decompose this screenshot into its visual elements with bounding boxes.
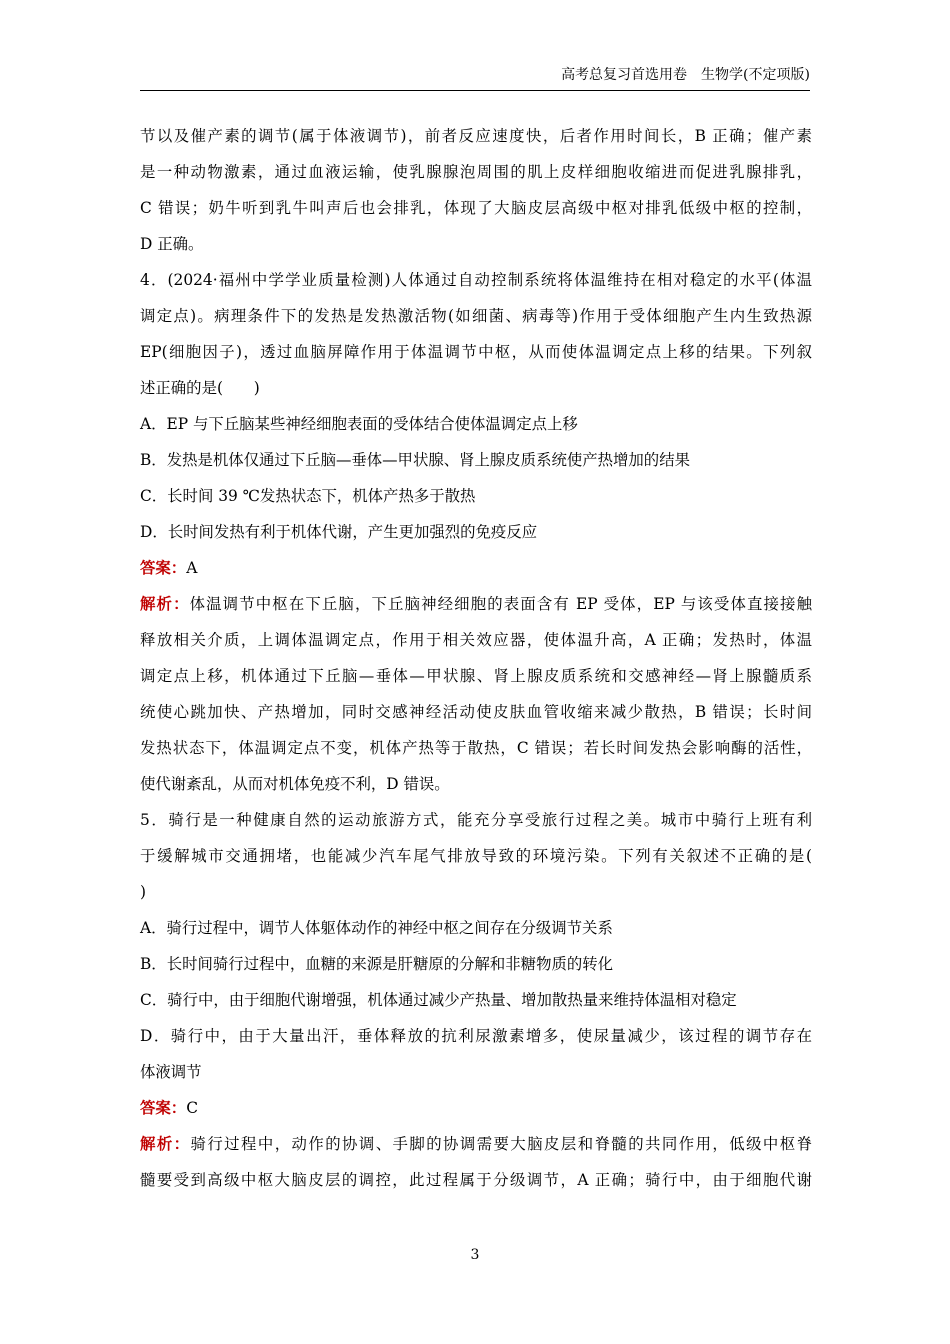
question-5-option-b: B．长时间骑行过程中，血糖的来源是肝糖原的分解和非糖物质的转化 [140,955,614,973]
question-4-stem-line: EP(细胞因子)，透过血脑屏障作用于体温调节中枢，从而使体温调定点上移的结果。下列叙 [140,343,812,361]
question-5-option-c: C．骑行中，由于细胞代谢增强，机体通过减少产热量、增加散热量来维持体温相对稳定 [140,991,737,1009]
question-5-option-a: A．骑行过程中，调节人体躯体动作的神经中枢之间存在分级调节关系 [140,919,613,937]
question-5-stem-line: ) [140,883,147,901]
text-line: C 错误；奶牛听到乳牛叫声后也会排乳，体现了大脑皮层高级中枢对排乳低级中枢的控制， [140,199,812,217]
page-header [140,64,810,91]
question-4-answer [140,550,812,586]
question-4-stem-line: 述正确的是( ) [140,379,260,397]
question-4-option-c: C．长时间 39 ℃发热状态下，机体产热多于散热 [140,487,476,505]
question-5-option-d: D．骑行中，由于大量出汗，垂体释放的抗利尿激素增多，使尿量减少，该过程的调节存在 [140,1027,812,1045]
question-4-explanation-line: 使代谢紊乱，从而对机体免疫不利，D 错误。 [140,775,450,793]
question-4-explanation-line: 调定点上移，机体通过下丘脑—垂体—甲状腺、肾上腺皮质系统和交感神经—肾上腺髓质系 [140,667,812,685]
explanation-label: 解析： [140,595,190,613]
question-4-stem-line: 4．(2024·福州中学学业质量检测)人体通过自动控制系统将体温维持在相对稳定的水平(体温 [140,271,812,289]
text-line: D 正确。 [140,235,204,253]
question-5-answer [140,1090,812,1126]
document-body [140,118,812,1198]
text-line: 是一种动物激素，通过血液运输，使乳腺腺泡周围的肌上皮样细胞收缩进而促进乳腺排乳， [140,163,812,181]
page-number: 3 [470,1247,480,1263]
explanation-label: 解析： [140,1135,191,1153]
question-4-explanation-line: 释放相关介质，上调体温调定点，作用于相关效应器，使体温升高，A 正确；发热时，体温 [140,631,812,649]
explanation-text: 体温调节中枢在下丘脑，下丘脑神经细胞的表面含有 EP 受体，EP 与该受体直接接触 [189,595,812,613]
header-text: 高考总复习首选用卷 生物学(不定项版) [561,67,810,83]
question-4-option-d: D．长时间发热有利于机体代谢，产生更加强烈的免疫反应 [140,523,538,541]
question-5-option-d-continued: 体液调节 [140,1063,202,1081]
text-line: 节以及催产素的调节(属于体液调节)，前者反应速度快，后者作用时间长，B 正确；催产素 [140,127,812,145]
answer-value: A [186,559,198,577]
question-5-explanation-line: 髓要受到高级中枢大脑皮层的调控，此过程属于分级调节，A 正确；骑行中，由于细胞代谢 [140,1171,812,1189]
question-4-option-a: A．EP 与下丘脑某些神经细胞表面的受体结合使体温调定点上移 [140,415,578,433]
question-4-explanation-line: 统使心跳加快、产热增加，同时交感神经活动使皮肤血管收缩来减少散热，B 错误；长时间 [140,703,812,721]
question-5-stem-line: 5．骑行是一种健康自然的运动旅游方式，能充分享受旅行过程之美。城市中骑行上班有利 [140,811,812,829]
question-4-option-b: B．发热是机体仅通过下丘脑—垂体—甲状腺、肾上腺皮质系统使产热增加的结果 [140,451,690,469]
answer-label: 答案： [140,559,187,577]
answer-label: 答案： [140,1099,187,1117]
question-4-explanation-line: 发热状态下，体温调定点不变，机体产热等于散热，C 错误；若长时间发热会影响酶的活性， [140,739,812,757]
question-5-explanation-line [140,1126,812,1162]
answer-value: C [186,1099,198,1117]
explanation-text: 骑行过程中，动作的协调、手脚的协调需要大脑皮层和脊髓的共同作用，低级中枢脊 [190,1135,812,1153]
question-4-explanation-line [140,586,812,622]
question-5-stem-line: 于缓解城市交通拥堵，也能减少汽车尾气排放导致的环境污染。下列有关叙述不正确的是( [140,847,812,865]
question-4-stem-line: 调定点)。病理条件下的发热是发热激活物(如细菌、病毒等)作用于受体细胞产生内生致热源 [140,307,812,325]
